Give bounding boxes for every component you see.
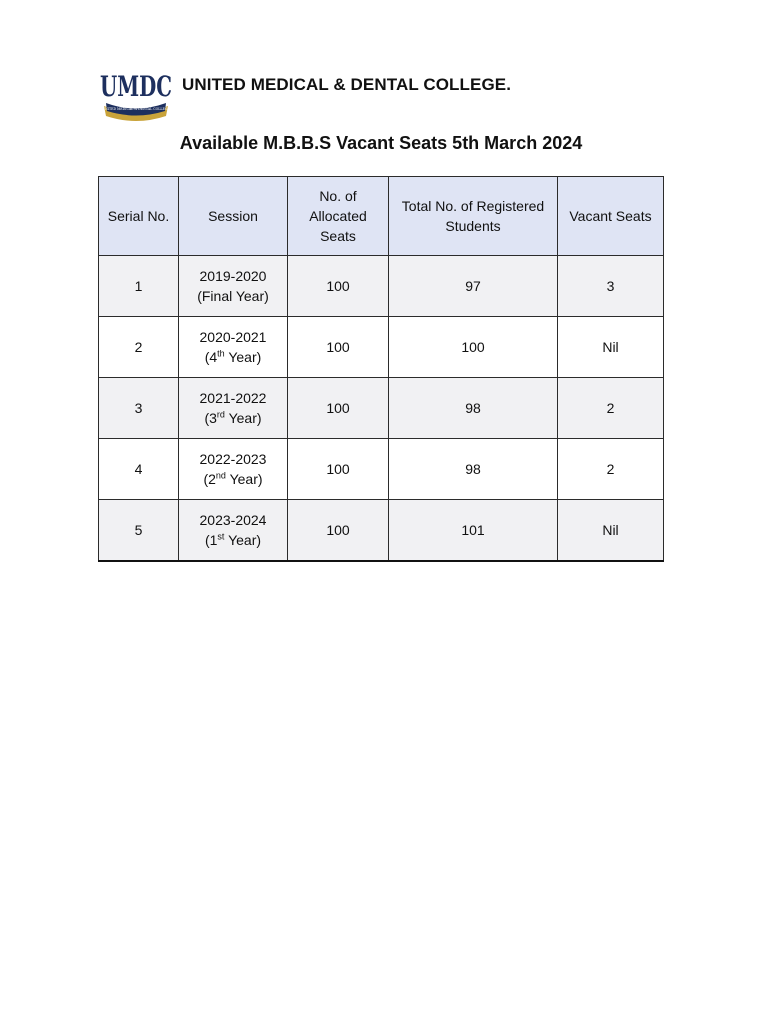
cell-vacant: 2 [558,439,664,500]
cell-vacant: 3 [558,256,664,317]
cell-registered: 98 [389,378,558,439]
logo-letters: UMDC [100,70,172,103]
cell-allocated: 100 [288,317,389,378]
college-name: UNITED MEDICAL & DENTAL COLLEGE. [182,75,512,94]
cell-registered: 97 [389,256,558,317]
cell-serial: 2 [99,317,179,378]
table-row [99,439,664,500]
cell-vacant: Nil [558,500,664,562]
page-title: Available M.B.B.S Vacant Seats 5th March 2024 [179,133,583,153]
logo-ribbon-text: UNITED MEDICAL & DENTAL COLLEGE [102,107,170,111]
table-row [99,378,664,439]
document-header [98,66,511,122]
cell-session: 2022-2023 (2nd Year) [179,439,288,500]
table-row [99,256,664,317]
header-registered: Total No. of Registered Students [389,177,558,256]
cell-serial: 1 [99,256,179,317]
cell-vacant: Nil [558,317,664,378]
cell-serial: 4 [99,439,179,500]
cell-allocated: 100 [288,439,389,500]
cell-vacant: 2 [558,378,664,439]
cell-session: 2021-2022 (3rd Year) [179,378,288,439]
cell-registered: 100 [389,317,558,378]
table-row [99,317,664,378]
college-logo [98,66,174,122]
vacant-seats-table [98,176,664,562]
cell-serial: 3 [99,378,179,439]
header-vacant: Vacant Seats [558,177,664,256]
cell-registered: 101 [389,500,558,562]
cell-registered: 98 [389,439,558,500]
cell-allocated: 100 [288,378,389,439]
cell-serial: 5 [99,500,179,562]
cell-allocated: 100 [288,256,389,317]
cell-session: 2023-2024 (1st Year) [179,500,288,562]
cell-session: 2019-2020 (Final Year) [179,256,288,317]
header-allocated: No. of Allocated Seats [288,177,389,256]
table-row [99,500,664,562]
cell-allocated: 100 [288,500,389,562]
table-header-row [99,177,664,256]
cell-session: 2020-2021 (4th Year) [179,317,288,378]
header-session: Session [179,177,288,256]
header-serial: Serial No. [99,177,179,256]
